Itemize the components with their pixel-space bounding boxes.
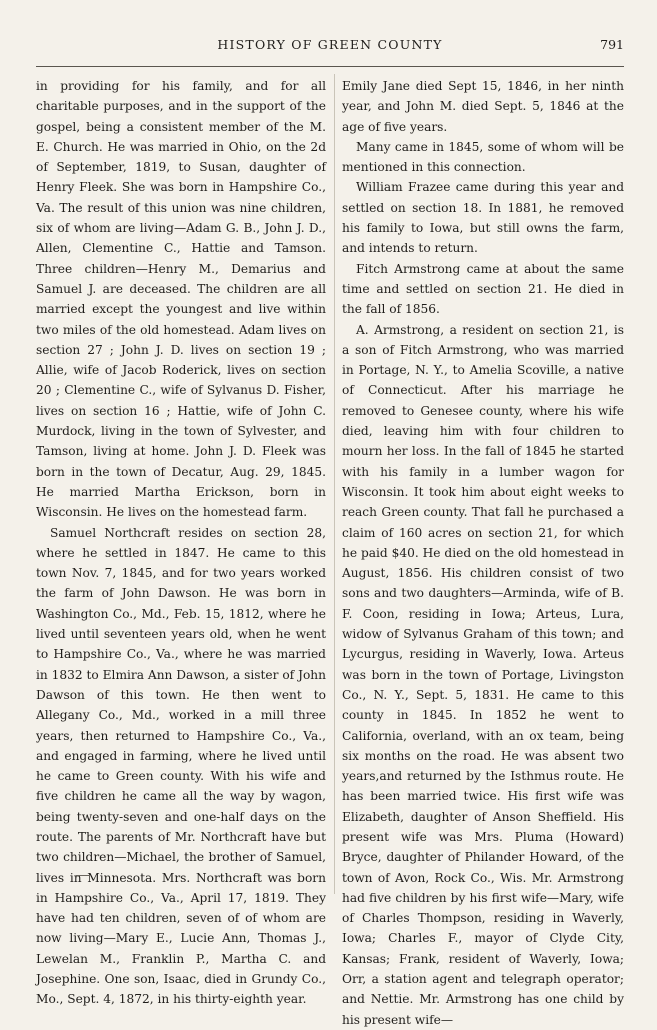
column-divider	[334, 74, 335, 894]
paragraph-northcraft: Samuel Northcraft resides on section 28, where he settled in 1847. He came to this town Nov. 7, 1845, and for two years worked the farm of John Dawson. He was born in Washington Co., Md., Feb. 15, 1812, where he lived until seventeen years old, when he went to Hampshire Co., Va., where he was married in 1832 to Elmira Ann Dawson, a sister of John Dawson of this town. He then went to Allegany Co., Md., worked in a mill three years, then returned to Hampshire Co., Va., and engaged in farming, where he lived until he came to Green county. With his wife and five children he came all the way by wagon, being twenty-seven and one-half days on the route. The parents of Mr. Northcraft have but two children—Michael, the brother of Samuel, lives in Minnesota. Mrs. Northcraft was born in Hampshire Co., Va., April 17, 1819. They have had ten children, seven of of whom are now living—Mary E., Lucie Ann, Thomas J., Lewelan M., Franklin P., Martha C. and Josephine. One son, Isaac, died in Grundy Co., Mo., Sept. 4, 1872, in his thirty-eighth year.	[36, 525, 326, 1007]
header-rule	[36, 66, 624, 67]
paragraph-fleek-continued: in providing for his family, and for all charitable purposes, and in the support of the gospel, being a consistent member of the M. E. Church. He was married in Ohio, on the 2d of September, 1819, to Susan, daughter of Henry Fleek. She was born in Hampshire Co., Va. The result of this union was nine children, six of whom are living—Adam G. B., John J. D., Allen, Clementine C., Hattie and Tamson. Three children—Henry M., Demarius and Samuel J. are deceased. The children are all married except the youngest and live within two miles of the old homestead. Adam lives on section 27 ; John J. D. lives on section 19 ; Allie, wife of Jacob Roderick, lives on section 20 ; Clementine C., wife of Sylvanus D. Fisher, lives on section 16 ; Hattie, wife of John C. Murdock, living in the town of Sylvester, and Tamson, living at home. John J. D. Fleek was born in the town of Decatur, Aug. 29, 1845. He married Martha Erickson, born in Wisconsin. He lives on the homestead farm.	[36, 79, 326, 520]
page-number: 791	[600, 37, 624, 52]
footer-mark	[76, 875, 90, 876]
right-column	[342, 76, 624, 1030]
paragraph-many-came: Many came in 1845, some of whom will be mentioned in this connection.	[342, 139, 624, 175]
paragraph-fitch-armstrong: Fitch Armstrong came at about the same time and settled on section 21. He died in the fall of 1856.	[342, 261, 624, 317]
left-column	[36, 76, 326, 1010]
paragraph-frazee: William Frazee came during this year and settled on section 18. In 1881, he removed his family to Iowa, but still owns the farm, and intends to return.	[342, 180, 624, 256]
paragraph-a-armstrong: A. Armstrong, a resident on section 21, is a son of Fitch Armstrong, who was married in Portage, N. Y., to Amelia Scoville, a native of Connecticut. After his marriage he removed to Genesee county, where his wife died, leaving him with four children to mourn her loss. In the fall of 1845 he started with his family in a lumber wagon for Wisconsin. It took him about eight weeks to reach Green county. That fall he purchased a claim of 160 acres on section 21, for which he paid $40. He died on the old homestead in August, 1856. His children consist of two sons and two daughters—Arminda, wife of B. F. Coon, residing in Iowa; Arteus, Lura, widow of Sylvanus Graham of this town; and Lycurgus, residing in Waverly, Iowa. Arteus was born in the town of Portage, Livingston Co., N. Y., Sept. 5, 1831. He came to this county in 1845. In 1852 he went to California, overland, with an ox team, being six months on the road. He was absent two years,and returned by the Isthmus route. He has been married twice. His first wife was Elizabeth, daughter of Anson Sheffield. His present wife was Mrs. Pluma (Howard) Bryce, daughter of Philander Howard, of the town of Avon, Rock Co., Wis. Mr. Armstrong had five children by his first wife—Mary, wife of Charles Thompson, residing in Waverly, Iowa; Charles F., mayor of Clyde City, Kansas; Frank, resident of Waverly, Iowa; Orr, a station agent and telegraph operator; and Nettie. Mr. Armstrong has one child by his present wife—	[342, 322, 624, 1027]
page-header	[36, 37, 624, 59]
running-title: HISTORY OF GREEN COUNTY	[217, 37, 443, 52]
paragraph-emily-jane: Emily Jane died Sept 15, 1846, in her ninth year, and John M. died Sept. 5, 1846 at the age of five years.	[342, 79, 624, 134]
